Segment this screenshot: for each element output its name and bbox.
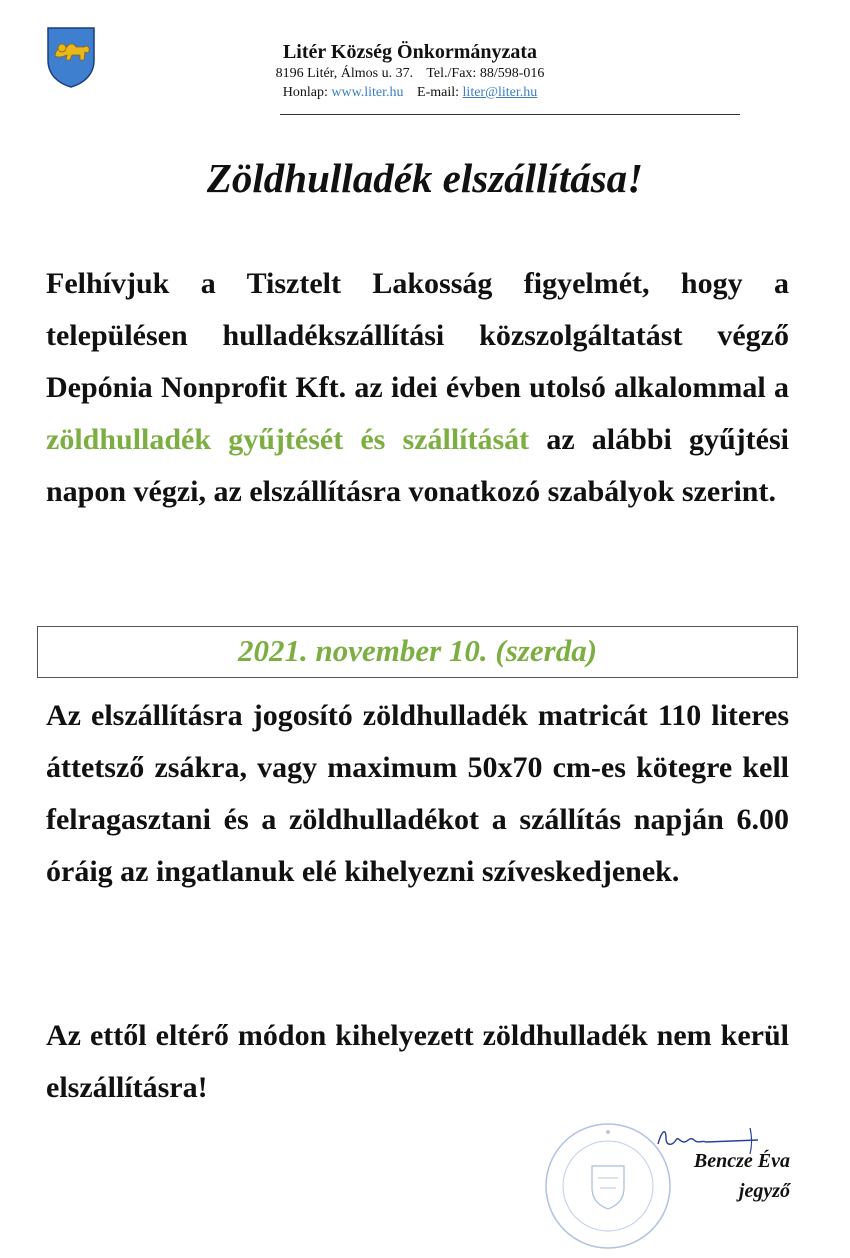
paragraph-1-highlight: zöldhulladék gyűjtését és szállítását — [46, 423, 530, 456]
notice-paragraph-2: Az elszállításra jogosító zöldhulladék matricát 110 literes áttetsző zsákra, vagy maximum 50x70 cm-es kötegre kell felragasztani és a zöldhulladékot a szállítás napján 6.00 óráig az ingatlanuk elé kihelyezni szíveskedjenek. — [46, 699, 789, 888]
letterhead — [220, 40, 600, 102]
email-label: E-mail: — [417, 85, 460, 100]
letterhead-divider — [280, 114, 740, 115]
notice-title: Zöldhulladék elszállítása! — [206, 155, 644, 201]
email-link[interactable]: liter@liter.hu — [462, 85, 538, 100]
website-link[interactable]: www.liter.hu — [331, 85, 404, 100]
paragraph-1-text-after: az alábbi gyűjtési napon végzi, az elszállításra vonatkozó szabályok szerint. — [46, 423, 789, 508]
signatory-name: Bencze Éva — [693, 1150, 790, 1172]
collection-date-box — [37, 626, 798, 678]
notice-paragraph-1 — [46, 258, 789, 518]
signatory-title: jegyző — [738, 1180, 790, 1202]
notice-paragraph-3: Az ettől eltérő módon kihelyezett zöldhulladék nem kerül elszállításra! — [46, 1019, 789, 1104]
coat-of-arms-icon — [46, 26, 96, 88]
contact-line — [220, 64, 600, 83]
web-line — [220, 83, 600, 102]
phone: Tel./Fax: 88/598-016 — [426, 66, 545, 81]
organization-name: Litér Község Önkormányzata — [282, 41, 538, 63]
address: 8196 Litér, Álmos u. 37. — [275, 66, 414, 81]
collection-date: 2021. november 10. (szerda) — [237, 633, 598, 668]
paragraph-1-text-before: Felhívjuk a Tisztelt Lakosság figyelmét, hogy a településen hulladékszállítási közszolgáltatást végző Depónia Nonprofit Kft. az idei évben utolsó alkalommal a — [46, 267, 789, 404]
website-label: Honlap: — [282, 85, 328, 100]
